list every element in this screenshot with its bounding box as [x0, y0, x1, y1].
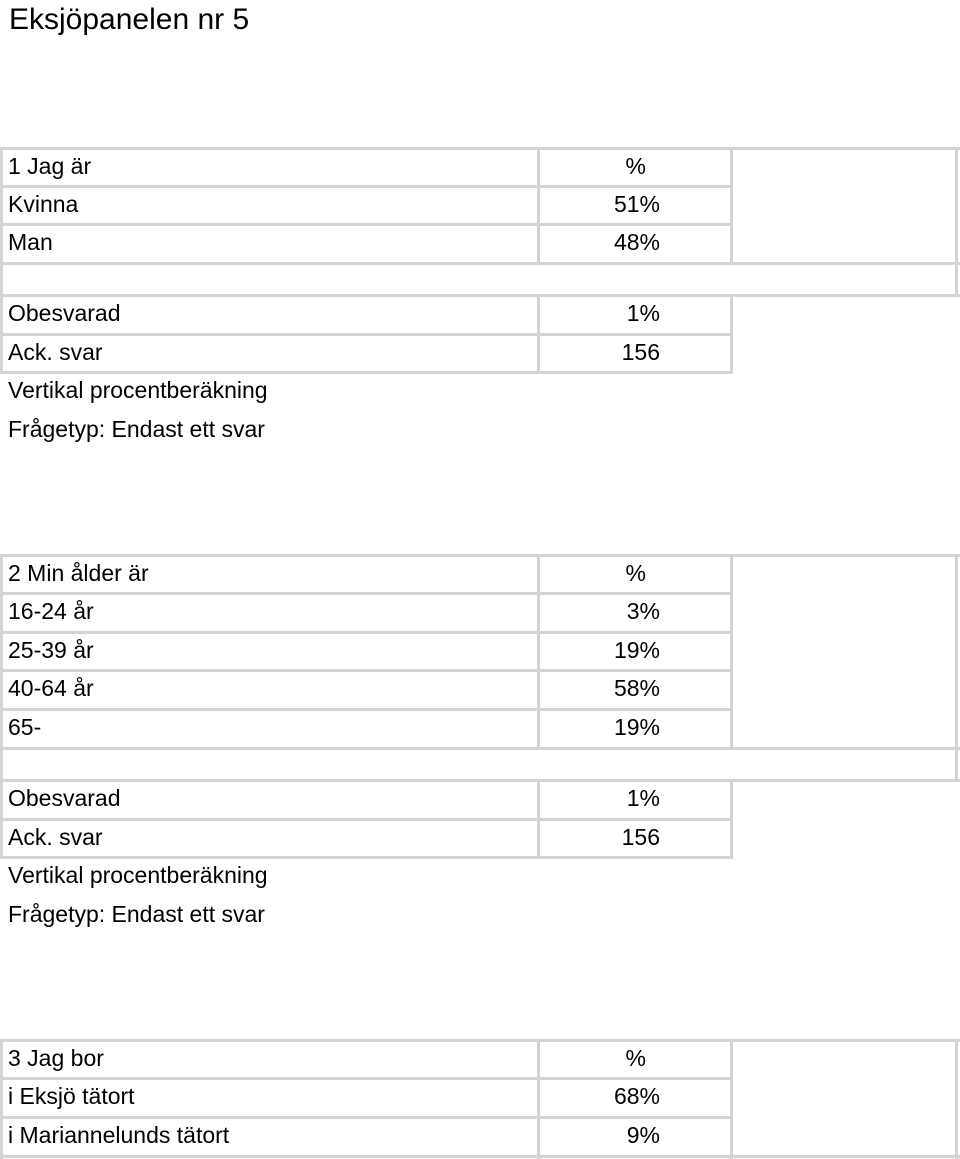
calculation-note: Vertikal procentberäkning: [8, 377, 268, 403]
unanswered-percent: 1%: [626, 785, 660, 811]
answer-percent: 48%: [613, 229, 660, 255]
answer-percent: 3%: [626, 598, 660, 624]
answer-label: 16-24 år: [8, 598, 94, 624]
question-1-percent-header: %: [625, 153, 646, 179]
question-1-title: 1 Jag är: [8, 153, 92, 179]
answer-label: 40-64 år: [8, 675, 94, 701]
answer-count-label: Ack. svar: [8, 339, 103, 365]
answer-percent: 58%: [613, 675, 660, 701]
answer-percent: 68%: [613, 1083, 660, 1109]
unanswered-percent: 1%: [626, 300, 660, 326]
question-type-note: Frågetyp: Endast ett svar: [8, 416, 265, 442]
answer-percent: 9%: [626, 1122, 660, 1148]
answer-percent: 19%: [613, 637, 660, 663]
answer-count-value: 156: [621, 339, 660, 365]
unanswered-label: Obesvarad: [8, 300, 121, 326]
answer-percent: 19%: [613, 714, 660, 740]
answer-label: 25-39 år: [8, 637, 94, 663]
question-3-title: 3 Jag bor: [8, 1045, 104, 1071]
unanswered-label: Obesvarad: [8, 785, 121, 811]
answer-label: i Eksjö tätort: [8, 1083, 135, 1109]
question-3-percent-header: %: [625, 1045, 646, 1071]
question-2-percent-header: %: [625, 560, 646, 586]
answer-percent: 51%: [613, 191, 660, 217]
answer-label: i Mariannelunds tätort: [8, 1122, 230, 1148]
answer-label: Man: [8, 229, 53, 255]
answer-count-label: Ack. svar: [8, 824, 103, 850]
calculation-note: Vertikal procentberäkning: [8, 862, 268, 888]
answer-count-value: 156: [621, 824, 660, 850]
page-title: Eksjöpanelen nr 5: [9, 3, 250, 36]
question-type-note: Frågetyp: Endast ett svar: [8, 901, 265, 927]
answer-label: Kvinna: [8, 191, 79, 217]
answer-label: 65-: [8, 714, 42, 740]
question-2-title: 2 Min ålder är: [8, 560, 149, 586]
